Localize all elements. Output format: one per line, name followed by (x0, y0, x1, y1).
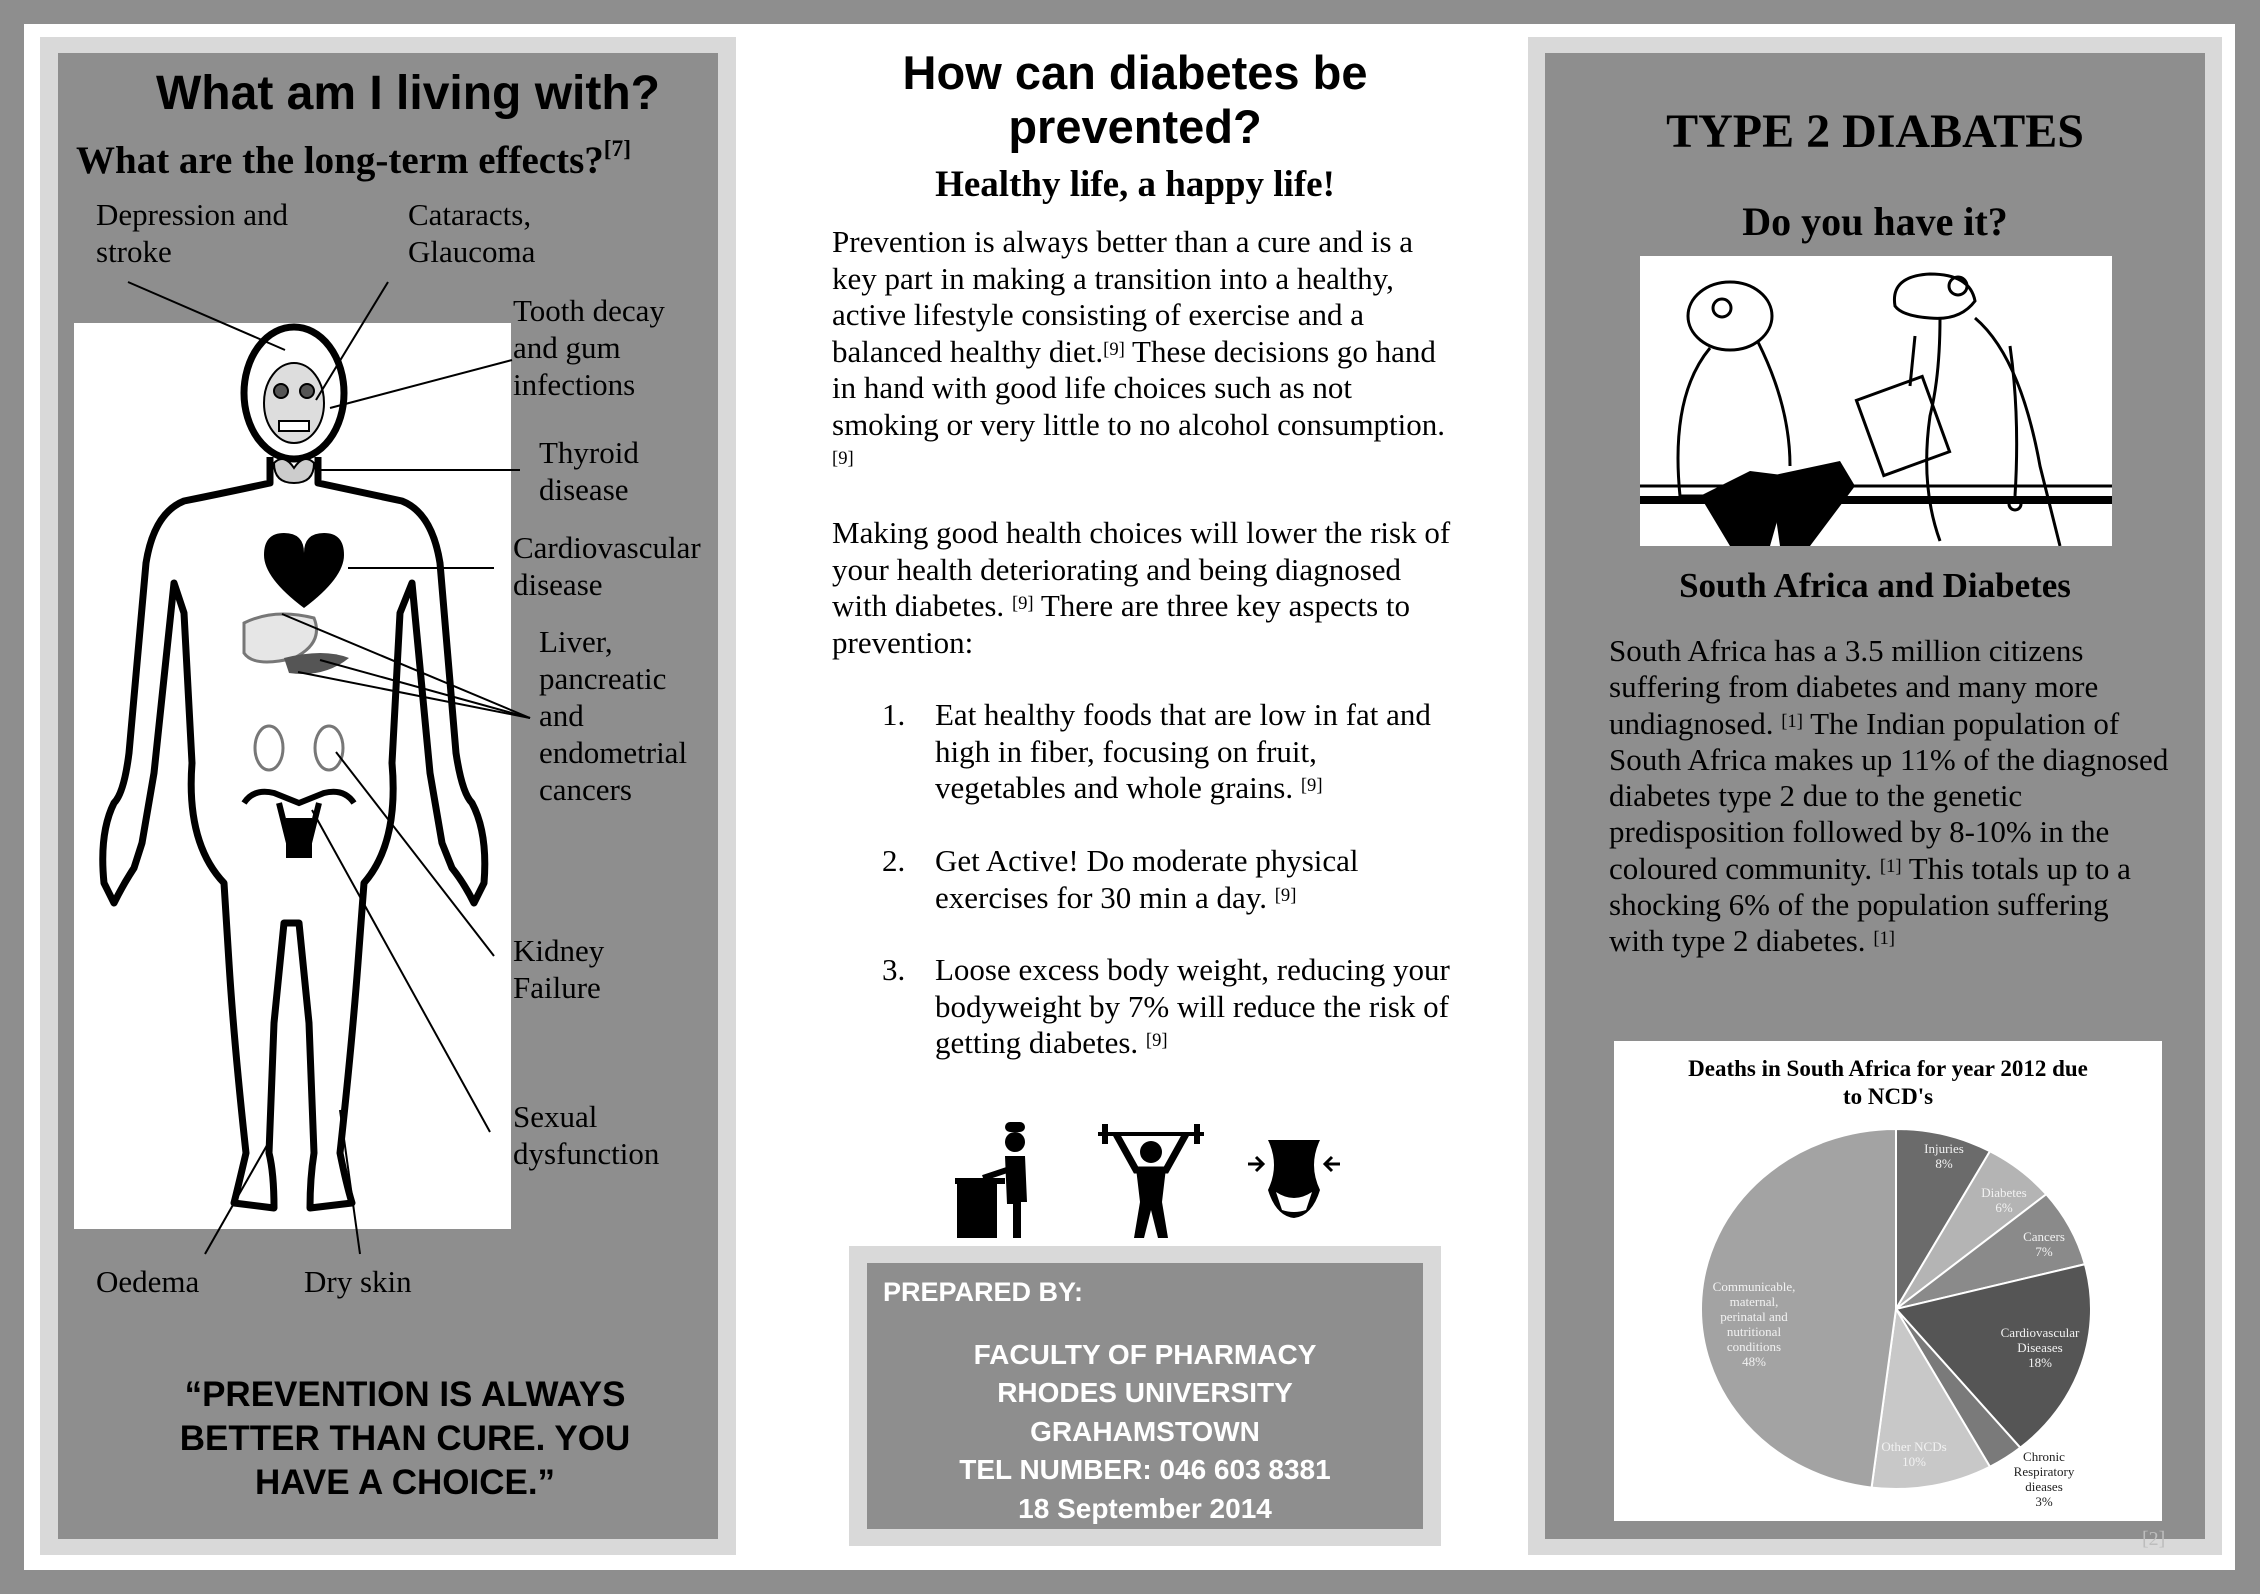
list-item-3-number: 3. (882, 952, 906, 987)
list-item-2-text: Get Active! Do moderate physical exercises for 30 min a day. [9] (935, 843, 1359, 915)
ncd-deaths-chart (1614, 1041, 2162, 1521)
left-panel-subtitle: What are the long-term effects?[7] (76, 136, 632, 182)
list-item-1-number: 1. (882, 697, 906, 732)
waist-slimming-icon (1246, 1140, 1342, 1220)
list-item-2-number: 2. (882, 843, 906, 878)
pie-data-label: Diabetes 6% (1981, 1185, 2027, 1215)
label-dry-skin: Dry skin (304, 1264, 412, 1299)
weightlifting-icon (1096, 1122, 1206, 1240)
page-reference: [2] (2142, 1528, 2166, 1550)
pie-data-label: Other NCDs 10% (1881, 1439, 1947, 1469)
label-liver-cancers: Liver, pancreatic and endometrial cancers (539, 624, 688, 807)
label-sexual-dysfunction: Sexual dysfunction (513, 1099, 660, 1171)
south-africa-paragraph: South Africa has a 3.5 million citizens suffering from diabetes and many more undiagnosed. [1] The Indian population of South Africa makes up 11% of the diagnosed diabetes type 2 due to the genetic predisposition followed by 8-10% in the coloured community. [1] This totals up to a shocking 6% of the population suffering with type 2 diabetes. [1] (1609, 633, 2169, 959)
middle-panel-subtitle: Healthy life, a happy life! (935, 164, 1335, 205)
prepared-by-faculty: FACULTY OF PHARMACY (973, 1339, 1317, 1370)
pie-data-label: Cardiovascular Diseases 18% (2000, 1325, 2080, 1370)
middle-panel-title: How can diabetes be prevented? (902, 46, 1368, 153)
label-cataracts: Cataracts, Glaucoma (408, 197, 536, 269)
pie-chart (1614, 1041, 2162, 1521)
pie-data-label: Communicable, maternal, perinatal and nutritional conditions 48% (1712, 1279, 1796, 1369)
doctor-patient-cartoon (1640, 256, 2112, 546)
south-africa-heading: South Africa and Diabetes (1679, 566, 2071, 605)
label-oedema: Oedema (96, 1264, 200, 1299)
list-item-1-text: Eat healthy foods that are low in fat and high in fiber, focusing on fruit, vegetables and whole grains. [9] (935, 697, 1431, 805)
doctor-patient-illustration (1640, 256, 2112, 546)
prepared-by-university: RHODES UNIVERSITY (997, 1377, 1293, 1408)
cooking-icon (955, 1122, 1035, 1240)
label-kidney-failure: Kidney Failure (513, 933, 605, 1005)
prepared-by-box (867, 1263, 1423, 1529)
label-tooth-decay: Tooth decay and gum infections (513, 293, 665, 402)
prepared-by-heading: PREPARED BY: (883, 1277, 1084, 1307)
prepared-by-city: GRAHAMSTOWN (1030, 1416, 1260, 1447)
pie-data-label: Chronic Respiratory dieases 3% (2013, 1449, 2075, 1509)
pie-data-label: Cancers 7% (2023, 1229, 2065, 1259)
right-panel-title: TYPE 2 DIABATES (1666, 105, 2084, 158)
right-panel-question: Do you have it? (1742, 199, 2008, 244)
chart-title: Deaths in South Africa for year 2012 due to NCD's (1688, 1056, 2088, 1109)
list-item-3-text: Loose excess body weight, reducing your bodyweight by 7% will reduce the risk of getting diabetes. [9] (935, 952, 1450, 1060)
prepared-by-phone: TEL NUMBER: 046 603 8381 (959, 1454, 1331, 1485)
left-panel-title: What am I living with? (156, 67, 660, 120)
label-depression: Depression and stroke (96, 197, 288, 269)
prevention-paragraph-2: Making good health choices will lower the risk of your health deteriorating and being diagnosed with diabetes. [9] There are three key aspects to prevention: (832, 515, 1451, 660)
prepared-by-date: 18 September 2014 (1018, 1493, 1272, 1524)
label-cardiovascular: Cardiovascular disease (513, 530, 701, 602)
prevention-paragraph-1: Prevention is always better than a cure and is a key part in making a transition into a healthy, active lifestyle consisting of exercise and a balanced healthy diet.[9] These decisions go hand in hand with good life choices such as not smoking or very little to no alcohol consumption.[9] (832, 224, 1446, 469)
prevention-quote: “PREVENTION IS ALWAYS BETTER THAN CURE. YOU HAVE A CHOICE.” (179, 1375, 631, 1502)
pie-data-label: Injuries 8% (1924, 1141, 1964, 1171)
label-thyroid: Thyroid disease (539, 435, 639, 507)
